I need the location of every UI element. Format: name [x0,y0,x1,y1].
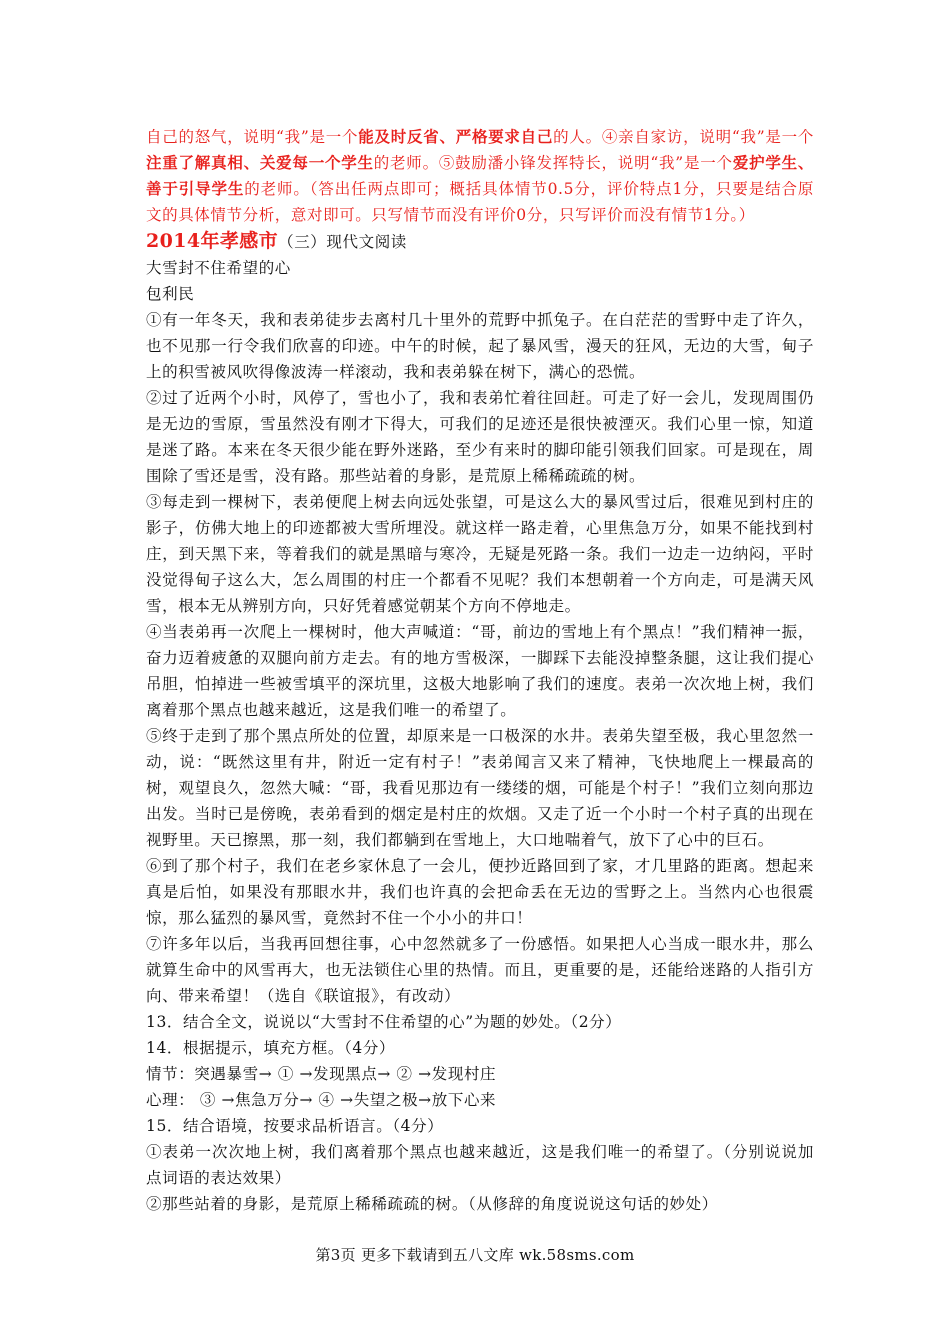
question-13: 13．结合全文，说说以“大雪封不住希望的心”为题的妙处。（2分） [146,1013,622,1031]
article-paragraph: ⑤终于走到了那个黑点所处的位置，却原来是一口极深的水井。表弟失望至极，我心里忽然一动，说：“既然这里有井，附近一定有村子！”表弟闻言又来了精神，飞快地爬上一棵最高的树，观望良久，忽然大喊：“哥，我看见那边有一缕缕的烟，可能是个村子！”我们立刻向那边出发。当时已是傍晚，表弟看到的烟定是村庄的炊烟。又走了近一个小时一个村子真的出现在视野里。天已擦黑，那一刻，我们都躺到在雪地上，大口地喘着气，放下了心中的巨石。 [146,727,814,849]
article-paragraph: ②过了近两个小时，风停了，雪也小了，我和表弟忙着往回赶。可走了好一会儿，发现周围仍是无边的雪原，雪虽然没有刚才下得大，可我们的足迹还是很快被湮灭。我们心里一惊，知道是迷了路。本来在冬天很少能在野外迷路，至少有来时的脚印能引领我们回家。可是现在，周围除了雪还是雪，没有路。那些站着的身影，是荒原上稀稀疏疏的树。 [146,389,814,485]
question-15-item-2: ②那些站着的身影，是荒原上稀稀疏疏的树。（从修辞的角度说说这句话的妙处） [146,1195,718,1213]
section-subtitle: （三）现代文阅读 [278,233,407,251]
answer-text: 自己的怒气，说明“我”是一个 [146,128,359,146]
answer-emphasis: 爱护学生、善于引导学生 [146,153,814,198]
article-title: 大雪封不住希望的心 [146,259,291,277]
answer-text: 的老师。（答出任两点即可；概括具体情节0.5分，评价特点1分，只要是结合原文的具体情节分析，意对即可。只写情节而没有评价0分，只写评价而没有情节1分。） [146,180,814,224]
answer-text: 的老师。⑤鼓励潘小锋发挥特长，说明“我”是一个 [373,154,733,172]
article-paragraph: ⑦许多年以后，当我再回想往事，心中忽然就多了一份感悟。如果把人心当成一眼水井，那么就算生命中的风雪再大，也无法锁住心里的热情。而且，更重要的是，还能给迷路的人指引方向、带来希望！（选自《联谊报》，有改动） [146,935,814,1005]
answer-text: 的人。④亲自家访，说明“我”是一个 [553,128,815,146]
page-footer: 第3页 更多下载请到五八文库 wk.58sms.com [315,1246,635,1264]
question-15-item-1: ①表弟一次次地上树，我们离着那个黑点也越来越近，这是我们唯一的希望了。（分别说说加点词语的表达效果） [146,1143,814,1187]
question-15: 15．结合语境，按要求品析语言。（4分） [146,1117,444,1135]
article-author: 包利民 [146,285,195,303]
answer-emphasis: 能及时反省、严格要求自己 [358,127,554,146]
question-14: 14．根据提示，填充方框。（4分） [146,1039,396,1057]
document-body [146,124,814,1217]
article-paragraph: ④当表弟再一次爬上一棵树时，他大声喊道：“哥，前边的雪地上有个黑点！”我们精神一振，奋力迈着疲惫的双腿向前方走去。有的地方雪极深，一脚踩下去能没掉整条腿，这让我们提心吊胆，怕掉进一些被雪填平的深坑里，这极大地影响了我们的速度。表弟一次次地上树，我们离着那个黑点也越来越近，这是我们唯一的希望了。 [146,623,814,719]
answer-continuation [146,124,814,228]
section-title: 2014年孝感市 [146,230,279,252]
question-14-plot-line: 情节：突遇暴雪→ ① →发现黑点→ ② →发现村庄 [146,1065,497,1083]
section-heading [146,228,814,255]
article-paragraph: ③每走到一棵树下，表弟便爬上树去向远处张望，可是这么大的暴风雪过后，很难见到村庄的影子，仿佛大地上的印迹都被大雪所埋没。就这样一路走着，心里焦急万分，如果不能找到村庄，到天黑下来，等着我们的就是黑暗与寒冷，无疑是死路一条。我们一边走一边纳闷，平时没觉得甸子这么大，怎么周围的村庄一个都看不见呢？我们本想朝着一个方向走，可是满天风雪，根本无从辨别方向，只好凭着感觉朝某个方向不停地走。 [146,493,814,615]
question-14-mood-line: 心理： ③ →焦急万分→ ④ →失望之极→放下心来 [146,1091,497,1109]
article-paragraph: ①有一年冬天，我和表弟徒步去离村几十里外的荒野中抓兔子。在白茫茫的雪野中走了许久，也不见那一行令我们欣喜的印迹。中午的时候，起了暴风雪，漫天的狂风，无边的大雪，甸子上的积雪被风吹得像波涛一样滚动，我和表弟躲在树下，满心的恐慌。 [146,311,814,381]
article-paragraph: ⑥到了那个村子，我们在老乡家休息了一会儿，便抄近路回到了家，才几里路的距离。想起来真是后怕，如果没有那眼水井，我们也许真的会把命丢在无边的雪野之上。当然内心也很震惊，那么猛烈的暴风雪，竟然封不住一个小小的井口！ [146,857,814,927]
answer-emphasis: 注重了解真相、关爱每一个学生 [146,153,374,172]
